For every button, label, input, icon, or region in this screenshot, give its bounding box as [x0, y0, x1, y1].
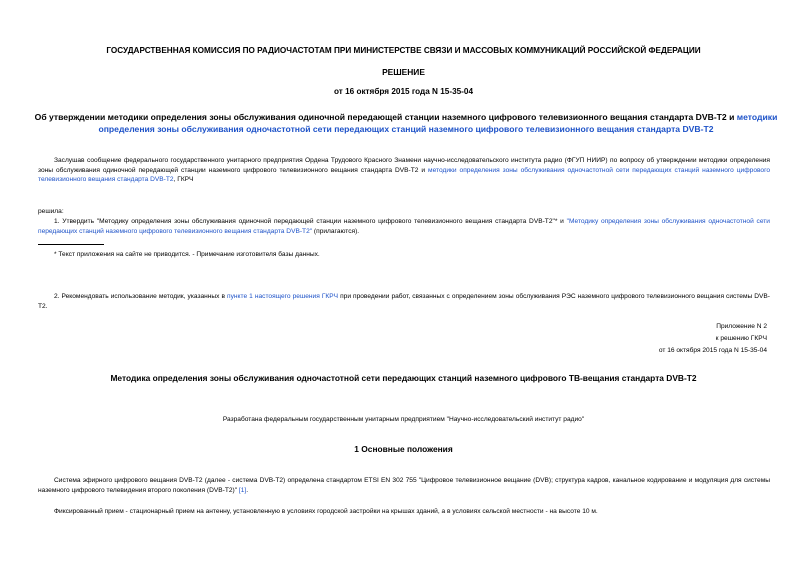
section-1-paragraph-2: Фиксированный прием - стационарный прием на антенну, установленную в условиях городской застройки на крышах зданий, а в условиях сельской местности - на высоте 10 м. — [54, 508, 598, 515]
appendix-date: от 16 октября 2015 года N 15-35-04 — [658, 347, 767, 354]
subject-text: Об утверждении методики определения зоны обслуживания одиночной передающей станции наземного цифрового телевизионного вещания стандарта DVB-T2 и — [34, 112, 735, 122]
decision-item-2-link[interactable]: пункте 1 настоящего решения ГКРЧ — [227, 293, 339, 300]
document-date-number: от 16 октября 2015 года N 15-35-04 — [333, 87, 474, 96]
appendix-reference: к решению ГКРЧ — [715, 335, 767, 342]
section-1-paragraph-1: Система эфирного цифрового вещания DVB-T2 (далее - система DVB-T2) определена стандартом ETSI EN 302 755 "Цифровое телевизионное вещание (DVB); структура кадров, канальное кодирование и модуляция для системы наземного цифрового телевидения второго поколения (DVB-T2)" [1]. — [38, 477, 770, 494]
document-subject — [20, 111, 792, 135]
developed-by: Разработана федеральным государственным унитарным предприятием "Научно-исследовательский институт радио" — [222, 416, 585, 423]
footnote-separator — [38, 244, 104, 245]
reference-link[interactable]: [1] — [238, 486, 247, 494]
decision-item-2: 2. Рекомендовать использование методик, указанных в пункте 1 настоящего решения ГКРЧ при проведении работ, связанных с определением зоны обслуживания РЭС наземного цифрового телевизионного вещания системы DVB-T2. — [38, 293, 770, 310]
decision-item-1-link[interactable]: "Методику определения зоны обслуживания одночастотной сети передающих станций наземного цифрового телевизионного вещания стандарта DVB-T2" — [38, 218, 770, 235]
decision-item-1: 1. Утвердить "Методику определения зоны обслуживания одиночной передающей станции наземного цифрового телевизионного вещания стандарта DVB-T2"* и "Методику определения зоны обслуживания одночастотной сети передающих станций наземного цифрового телевизионного вещания стандарта DVB-T2" (прилагаются). — [38, 218, 770, 235]
commission-title: ГОСУДАРСТВЕННАЯ КОМИССИЯ ПО РАДИОЧАСТОТАМ ПРИ МИНИСТЕРСТВЕ СВЯЗИ И МАССОВЫХ КОММУНИКАЦИЙ РОССИЙСКОЙ ФЕДЕРАЦИИ — [106, 46, 701, 55]
appendix-block — [659, 321, 767, 357]
preamble-paragraph: Заслушав сообщение федерального государственного унитарного предприятия Ордена Трудового Красного Знамени научно-исследовательского института радио (ФГУП НИИР) по вопросу об утверждении методики определения зоны обслуживания одиночной передающей станции наземного цифрового телевизионного вещания стандарта DVB-T2 и методики определения зоны обслуживания одночастотной сети передающих станций наземного цифрового телевизионного вещания стандарта DVB-T2, ГКРЧ — [38, 157, 771, 183]
footnote: * Текст приложения на сайте не приводится. - Примечание изготовителя базы данных. — [54, 251, 320, 258]
subject-link[interactable]: методики определения зоны обслуживания одночастотной сети передающих станций наземного цифрового телевизионного вещания стандарта DVB-T2 — [98, 112, 778, 134]
section-1-title: 1 Основные положения — [354, 444, 453, 454]
appendix-number: Приложение N 2 — [716, 323, 767, 330]
document-type: РЕШЕНИЕ — [382, 67, 425, 77]
decided-label: решила: — [38, 208, 64, 215]
preamble-link[interactable]: методики определения зоны обслуживания одночастотной сети передающих станций наземного цифрового телевизионного вещания стандарта DVB-T2 — [38, 166, 771, 183]
method-title: Методика определения зоны обслуживания одночастотной сети передающих станций наземного цифрового ТВ-вещания стандарта DVB-T2 — [110, 373, 697, 383]
